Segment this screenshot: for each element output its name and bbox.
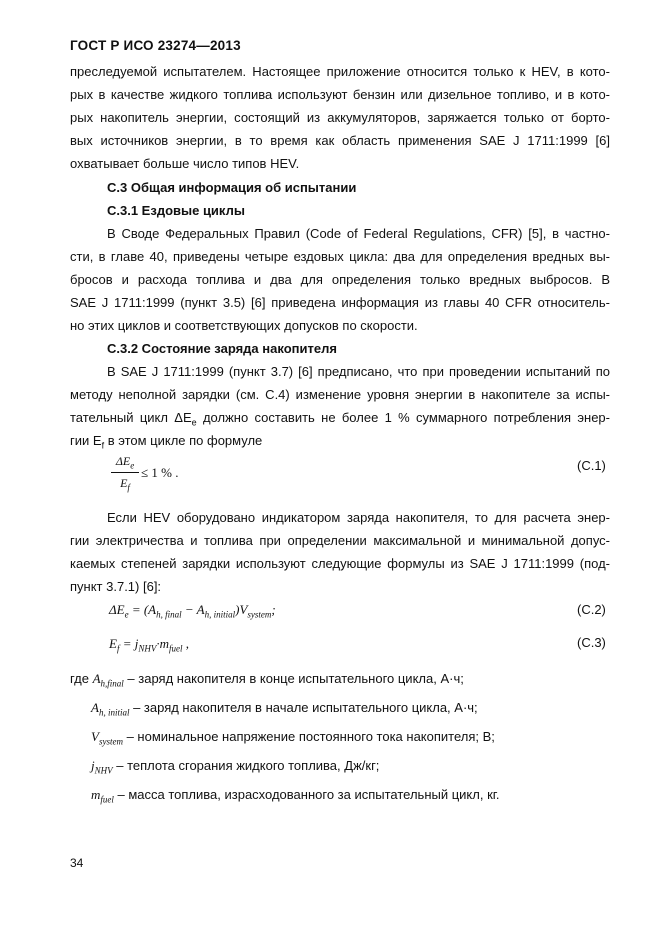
equation-c1-fraction: $\Delta E_e$ $E_f$ <box>111 454 139 493</box>
intro-line-2: рых в качестве жидкого топлива используют бензин или дизельное топливо, и в кото- <box>70 87 610 102</box>
c32-line-3: тательный цикл $\Delta E_e$ должно составить не более 1 % суммарного потребления энер- <box>70 410 610 428</box>
intro-line-4: вых источников энергии, в то время как область применения SAE J 1711:1999 [6] <box>70 133 610 148</box>
definition-j-nhv: $j_{NHV}$ – теплота сгорания жидкого топлива, Дж/кг; <box>91 758 380 776</box>
equation-c3: $E_f = j_{NHV}\cdot m_{fuel}$ , <box>109 636 189 654</box>
equation-c2-label: (С.2) <box>577 602 606 617</box>
c32-line-4: гии $E_f$ в этом цикле по формуле <box>70 433 263 451</box>
definition-a-initial: $A_{h, initial}$ – заряд накопителя в начале испытательного цикла, А·ч; <box>91 700 478 718</box>
hev-line-1: Если HEV оборудовано индикатором заряда накопителя, то для расчета энер- <box>107 510 610 525</box>
hev-line-4: пункт 3.7.1) [6]: <box>70 579 162 594</box>
c31-line-2: сти, в главе 40, приведены четыре ездовых цикла: два для определения вредных вы- <box>70 249 610 264</box>
c32-line-2: методу неполной зарядки (см. С.4) изменение уровня энергии в накопителе за испы- <box>70 387 610 402</box>
definition-v-system: $V_{system}$ – номинальное напряжение постоянного тока накопителя; В; <box>91 729 495 747</box>
intro-line-5: охватывает больше число типов HEV. <box>70 156 300 171</box>
definition-a-final: где $A_{h,final}$ – заряд накопителя в конце испытательного цикла, А·ч; <box>70 671 464 689</box>
equation-c3-label: (С.3) <box>577 635 606 650</box>
definition-m-fuel: $m_{fuel}$ – масса топлива, израсходованного за испытательный цикл, кг. <box>91 787 500 805</box>
equation-c1-relation: ≤ 1 % . <box>141 465 179 480</box>
c31-line-3: бросов и расхода топлива и два для определения только вредных выбросов. В <box>70 272 610 287</box>
section-heading-c32: С.3.2 Состояние заряда накопителя <box>107 341 337 356</box>
intro-line-3: рых накопитель энергии, состоящий из аккумуляторов, заряжается только от борто- <box>70 110 610 125</box>
hev-line-3: каемых степеней зарядки используют следующие формулы из SAE J 1711:1999 (под- <box>70 556 610 571</box>
page-number: 34 <box>70 856 84 870</box>
equation-c2: $\Delta E_e = (A_{h, final} - A_{h, initial})V_{system}$; <box>109 602 276 620</box>
document-header: ГОСТ Р ИСО 23274—2013 <box>70 38 241 53</box>
intro-line-1: преследуемой испытателем. Настоящее приложение относится только к HEV, в кото- <box>70 64 610 79</box>
c31-line-5: но этих циклов и соответствующих допусков по скорости. <box>70 318 418 333</box>
section-heading-c3: С.3 Общая информация об испытании <box>107 180 357 195</box>
section-heading-c31: С.3.1 Ездовые циклы <box>107 203 245 218</box>
hev-line-2: гии электричества и топлива при определении максимальной и минимальной допус- <box>70 533 610 548</box>
c32-line-1: В SAE J 1711:1999 (пункт 3.7) [6] предписано, что при проведении испытаний по <box>107 364 610 379</box>
equation-c1-label: (С.1) <box>577 458 606 473</box>
c31-line-4: SAE J 1711:1999 (пункт 3.5) [6] приведена информация из главы 40 CFR относитель- <box>70 295 610 310</box>
c31-line-1: В Своде Федеральных Правил (Code of Federal Regulations, CFR) [5], в частно- <box>107 226 610 241</box>
